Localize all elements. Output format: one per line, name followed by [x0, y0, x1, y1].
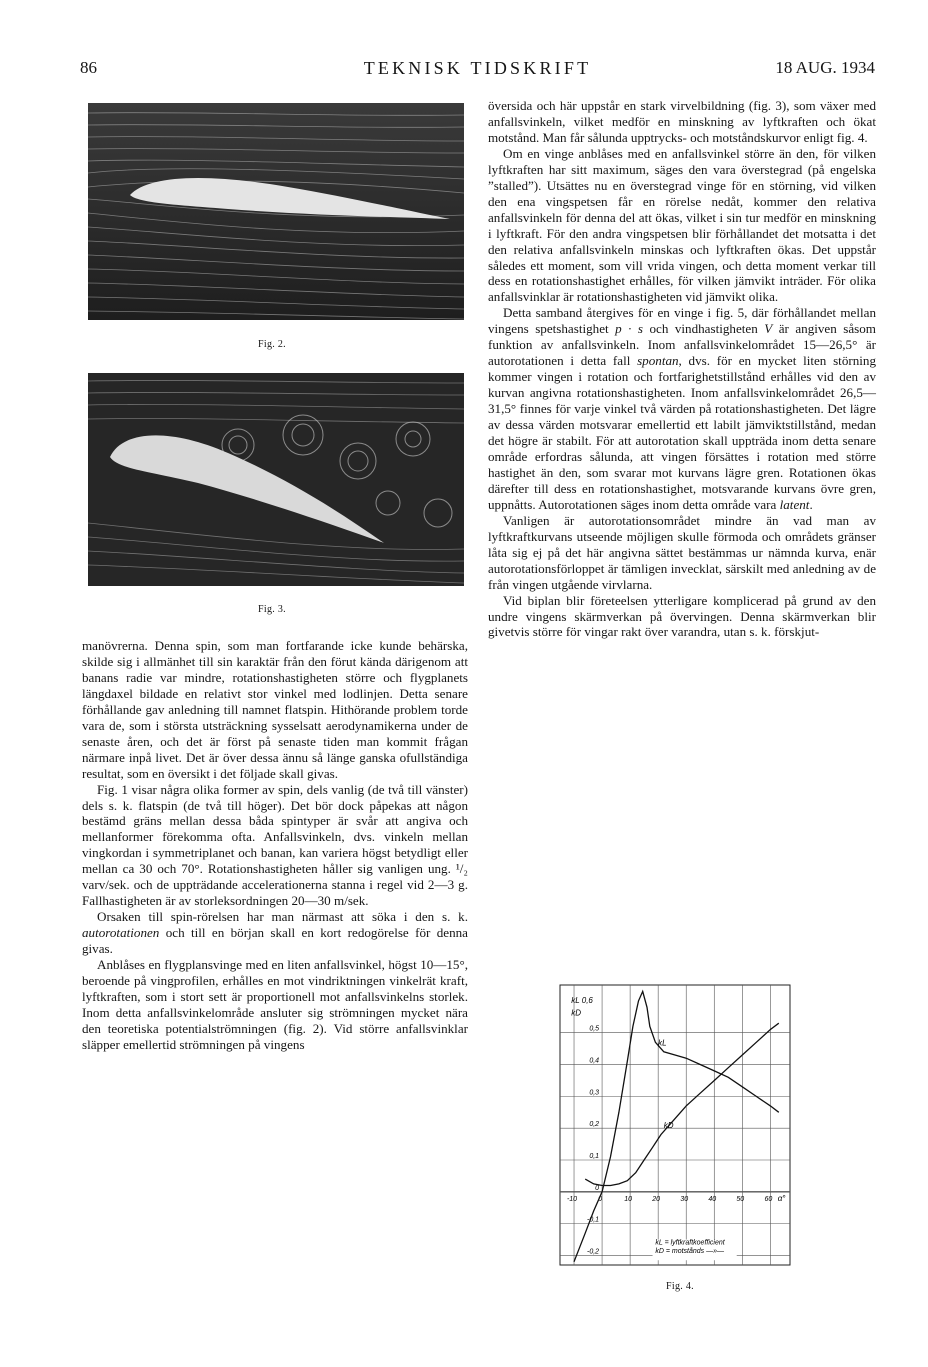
paragraph: manövrerna. Denna spin, som man fortfarande icke kunde behärska, skilde sig i allmänhet till sin karaktär från den förut kända därigenom att banans radie var mindre, rotationshastigheten större och flygplanets längdaxel bildade en relativt stor vinkel med lodlinjen. Detta senare förhållande gav anledning till namnet flatspin. Hithörande problem torde vara de, som i största utsträckning sysselsatt aerodynamikerna under de senaste åren, och det är först på senaste tiden man kommit frågan närmare inpå livet. Det är över dessa ännu så länge ganska ofullständiga resultat, som en översikt i det följade skall givas.: [82, 638, 468, 781]
y-tick-label: 0,1: [589, 1153, 600, 1160]
x-tick-label: 0: [598, 1195, 603, 1203]
text-column-right: [488, 98, 876, 640]
x-tick-label: 20: [652, 1195, 661, 1203]
y-tick-label: -0,2: [587, 1248, 600, 1256]
fig3-caption: Fig. 3.: [258, 604, 286, 615]
x-tick-label: 40: [708, 1195, 717, 1203]
y-tick-label: 0,5: [589, 1025, 600, 1033]
y-tick-label: 0,3: [589, 1089, 600, 1097]
emphasis: latent: [779, 496, 810, 512]
y-tick-label: 0,4: [589, 1057, 600, 1065]
paragraph: Om en vinge anblåses med en anfallsvinkel större än den, för vilken lyftkraften har sitt maximum, säges den vara överstegrad (på engelska ”stalled”). Utsättes nu en överstegrad vinge för en störning, vid vilken den ena vingspetsen får en rörelse nedåt, kommer den relativa anfallsvinkeln för denna del att ökas, vilket i sin tur medför en minskning i lyftkraft. För den andra vingspetsen blir förhållandet det motsatta i det den relativa anfallsvinkeln minskas och lyftkraften ökas. Det uppstår således ett moment, som vill vrida vingen, och detta moment verkar till dess en rotationshastighet erhålles, för vilken jämvikt inträder. För olika anfallsvinklar är rotationshastigheten vid jämvikt olika.: [488, 145, 876, 305]
legend-entry: kL = lyftkraftkoefficient: [655, 1239, 725, 1247]
fig3-flow-photo: [88, 373, 464, 586]
x-tick-label: 10: [624, 1195, 633, 1203]
paragraph: Anblåses en flygplansvinge med en liten anfallsvinkel, högst 10—15°, beroende på vingprofilen, erhålles en mot vindriktningen vinkelrät kraft, lyftkraften, som i stort sett är proportionell mot anfallsvinkelns storlek. Inom detta anfallsvinkelområde ansluter sig strömningen mycket nära den teoretiska potentialströmningen (fig. 2). Vid större anfallsvinklar släpper emellertid strömningen på vingens: [82, 957, 468, 1052]
fig2-flow-photo: [88, 103, 464, 320]
y-tick-label: 0: [595, 1184, 600, 1192]
y-axis-label-kl: kL 0,6: [571, 995, 593, 1005]
paragraph: översida och här uppstår en stark virvelbildning (fig. 3), som växer med anfallsvinkeln, vilket medför en minskning av lyftkraften och ökat motstånd. Man får sålunda upptrycks- och motståndskurvor enligt fig. 4.: [488, 98, 876, 145]
fig4-chart: [540, 975, 800, 1275]
paragraph: Vanligen är autorotationsområdet mindre än vad man av lyftkraftkurvans utseende möjligen skulle förmoda och områdets gränser låta sig ej på det här angivna sättet bestämmas ur nämnda kurva, enär autorotationsförloppet är tämligen invecklat, särskilt med anledning av de från vingen utgående virvlarna.: [488, 512, 876, 592]
legend-entry: kD = motstånds —»—: [655, 1248, 725, 1256]
paragraph: Vid biplan blir företeelsen ytterligare komplicerad på grund av den undre vingens skärmverkan på övervingen. Denna skärmverkan blir givetvis större för vingar rakt över varandra, utan s. k. förskjut-: [488, 592, 876, 640]
x-tick-label: 50: [736, 1195, 745, 1203]
paragraph: Detta samband återgives för en vinge i fig. 5, där förhållandet mellan vingens spetshastighet p · s och vindhastigheten V är angiven såsom funktion av anfallsvinkeln. Inom anfallsvinkelområdet 15—26,5° är autorotationen i detta fall spontan, dvs. för en mycket liten störning kommer vingen i rotation och fortfarighetstillstånd erhålles vid den av kurvan angivna rotationshastigheten. Inom anfallsvinkelområdet 26,5—31,5° finnes för varje vinkel två värden på rotationshastigheten. Det lägre av dessa värden motsvarar emellertid ett labilt jämviktstillstånd, medan det högre är stabilt. För att autorotation skall uppträda inom detta senare område erfordras sålunda, att vingen försättes i rotation med större hastighet än den, som svarar mot kurvans lägre gren. Rotationen ökas därefter till dess en rotationshastighet, motsvarande kurvans övre gren, uppnåtts. Autorotationen säges inom detta område vara latent.: [488, 305, 876, 512]
series-line-kd: [585, 1023, 779, 1185]
emphasis: V: [764, 321, 773, 337]
x-tick-label: 30: [680, 1195, 689, 1203]
fig4-chart-svg: [540, 975, 800, 1275]
paragraph: Fig. 1 visar några olika former av spin, dels vanlig (de två till vänster) dels s. k. flatspin (de två till höger). Det bör dock påpekas att någon bestämd gräns mellan dessa båda spintyper är svår att angiva och mellanformer förekomma ofta. Anfallsvinkeln, dvs. vinkeln mellan vingkordan i symmetriplanet och banan, kan variera högst betydligt eller mellan ca 30 och 70°. Rotationshastigheten håller sig vanligen ung. ¹/₂ varv/sek. och de uppträdande accelerationerna stanna i regel vid 2—3 g. Fallhastigheten är av storleksordningen 20—30 m/sek.: [82, 781, 468, 909]
y-tick-label: 0,2: [589, 1121, 600, 1129]
fig4-caption: Fig. 4.: [666, 1281, 694, 1292]
series-line-kl: [574, 991, 779, 1261]
x-tick-label: 60: [764, 1195, 773, 1203]
page-number: 86: [80, 58, 97, 77]
emphasis: autorotationen: [82, 925, 160, 941]
emphasis: p · s: [615, 321, 643, 337]
text-column-left: [82, 638, 468, 1053]
y-tick-label: -0,1: [587, 1216, 600, 1224]
y-axis-label-kd: kD: [571, 1008, 582, 1018]
fig2-caption: Fig. 2.: [258, 339, 286, 350]
series-label-kd: kD: [663, 1121, 674, 1131]
series-label-kl: kL: [658, 1038, 667, 1048]
x-axis-unit-label: α°: [777, 1193, 786, 1203]
page-header: [80, 58, 875, 82]
paragraph: Orsaken till spin-rörelsen har man närmast att söka i den s. k. autorotationen och till en början skall en kort redogörelse för denna givas.: [82, 909, 468, 957]
emphasis: spontan: [637, 353, 679, 369]
issue-date: 18 AUG. 1934: [775, 58, 875, 77]
journal-title: TEKNISK TIDSKRIFT: [363, 58, 592, 78]
x-tick-label: -10: [566, 1195, 578, 1203]
